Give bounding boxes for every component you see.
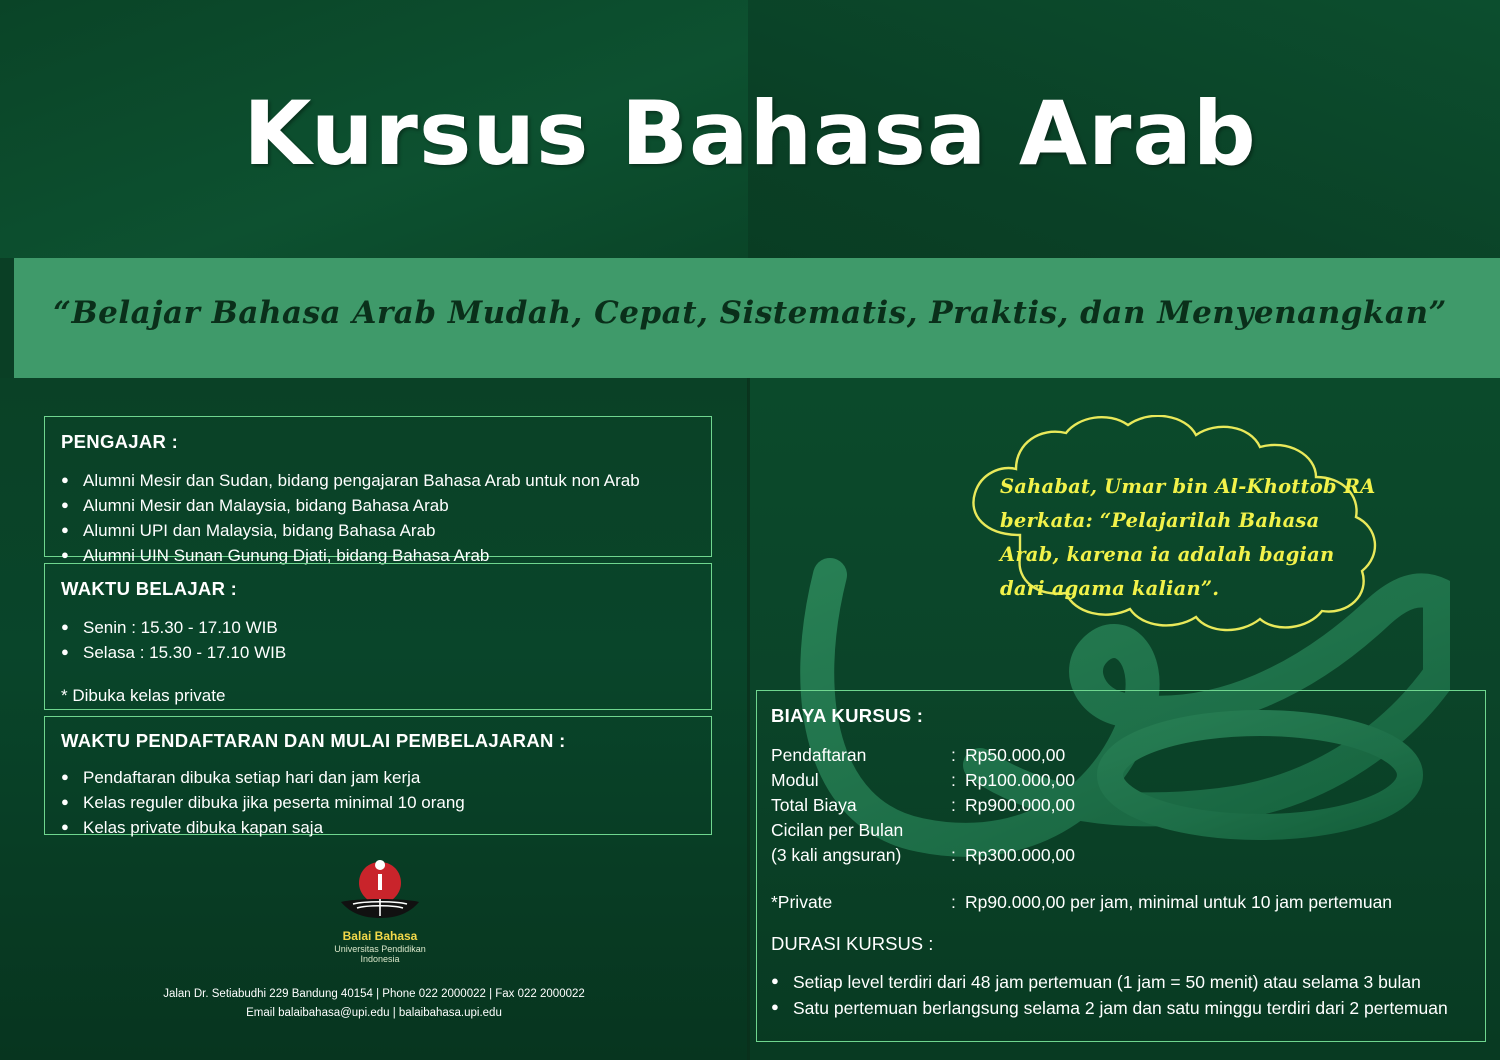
pengajar-heading: PENGAJAR :: [61, 431, 179, 452]
table-row: [771, 743, 1471, 768]
cost-value: Rp300.000,00: [965, 845, 1075, 865]
page-title: Kursus Bahasa Arab: [243, 82, 1257, 185]
list-item: ● Selasa : 15.30 - 17.10 WIB: [61, 640, 695, 665]
section-biaya-kursus: [756, 690, 1486, 1042]
table-row: [771, 793, 1471, 818]
table-row: [771, 843, 1471, 868]
cost-separator: :: [951, 770, 956, 790]
cost-label: Modul: [771, 770, 819, 790]
cost-separator: :: [951, 845, 956, 865]
institution-logo: [330, 858, 430, 964]
list-item: ● Setiap level terdiri dari 48 jam pertemuan (1 jam = 50 menit) atau selama 3 bulan: [771, 969, 1471, 995]
durasi-list: [771, 969, 1471, 1021]
cost-value: Rp900.000,00: [965, 795, 1075, 815]
biaya-table: [771, 743, 1471, 915]
cost-label: Pendaftaran: [771, 745, 867, 765]
cost-label: Cicilan per Bulan: [771, 820, 904, 840]
section-pengajar: [44, 416, 712, 565]
cost-separator: [951, 818, 965, 843]
durasi-heading: DURASI KURSUS :: [771, 933, 934, 954]
list-item: ● Satu pertemuan berlangsung selama 2 jam dan satu minggu terdiri dari 2 pertemuan: [771, 995, 1471, 1021]
cost-separator: :: [951, 745, 956, 765]
table-row: [771, 768, 1471, 793]
section-pendaftaran: [44, 716, 712, 835]
cost-value: Rp90.000,00 per jam, minimal untuk 10 jam pertemuan: [965, 892, 1393, 912]
footer-contact: [0, 985, 748, 1023]
cost-value: Rp50.000,00: [965, 745, 1066, 765]
footer-address: Jalan Dr. Setiabudhi 229 Bandung 40154 | Phone 022 2000022 | Fax 022 2000022: [163, 988, 585, 1000]
tagline-text: “Belajar Bahasa Arab Mudah, Cepat, Sistematis, Praktis, dan Menyenangkan”: [53, 295, 1447, 331]
waktu-belajar-list: [61, 615, 695, 665]
waktu-belajar-note: * Dibuka kelas private: [61, 686, 226, 705]
cost-value: [965, 818, 1471, 843]
pendaftaran-list: [61, 765, 695, 840]
section-waktu-belajar: [44, 563, 712, 710]
pendaftaran-heading: WAKTU PENDAFTARAN DAN MULAI PEMBELAJARAN :: [61, 730, 566, 751]
table-row-private: [771, 890, 1471, 915]
list-item: ● Kelas private dibuka kapan saja: [61, 815, 695, 840]
cost-label: *Private: [771, 892, 833, 912]
cost-value: Rp100.000,00: [965, 770, 1075, 790]
upi-logo-icon: [337, 858, 423, 920]
list-item: ● Alumni Mesir dan Sudan, bidang pengajaran Bahasa Arab untuk non Arab: [61, 468, 695, 493]
list-item: ● Alumni UIN Sunan Gunung Djati, bidang Bahasa Arab: [61, 543, 695, 568]
cost-label: Total Biaya: [771, 795, 857, 815]
cost-separator: :: [951, 892, 956, 912]
logo-name: Balai Bahasa: [342, 929, 418, 943]
list-item: ● Pendaftaran dibuka setiap hari dan jam kerja: [61, 765, 695, 790]
quote-text: Sahabat, Umar bin Al-Khottob RA berkata: “Pelajarilah Bahasa Arab, karena ia adalah bagian dari agama kalian”.: [1000, 475, 1376, 600]
waktu-belajar-heading: WAKTU BELAJAR :: [61, 578, 238, 599]
vertical-divider: [747, 378, 750, 1060]
cost-label: (3 kali angsuran): [771, 845, 902, 865]
biaya-heading: BIAYA KURSUS :: [771, 705, 924, 726]
logo-subtitle: Universitas Pendidikan Indonesia: [334, 944, 426, 964]
footer-email: Email balaibahasa@upi.edu | balaibahasa.upi.edu: [246, 1007, 502, 1019]
list-item: ● Alumni Mesir dan Malaysia, bidang Bahasa Arab: [61, 493, 695, 518]
list-item: ● Kelas reguler dibuka jika peserta minimal 10 orang: [61, 790, 695, 815]
list-item: ● Senin : 15.30 - 17.10 WIB: [61, 615, 695, 640]
pengajar-list: [61, 468, 695, 568]
cost-separator: :: [951, 795, 956, 815]
list-item: ● Alumni UPI dan Malaysia, bidang Bahasa Arab: [61, 518, 695, 543]
table-row: [771, 818, 1471, 843]
